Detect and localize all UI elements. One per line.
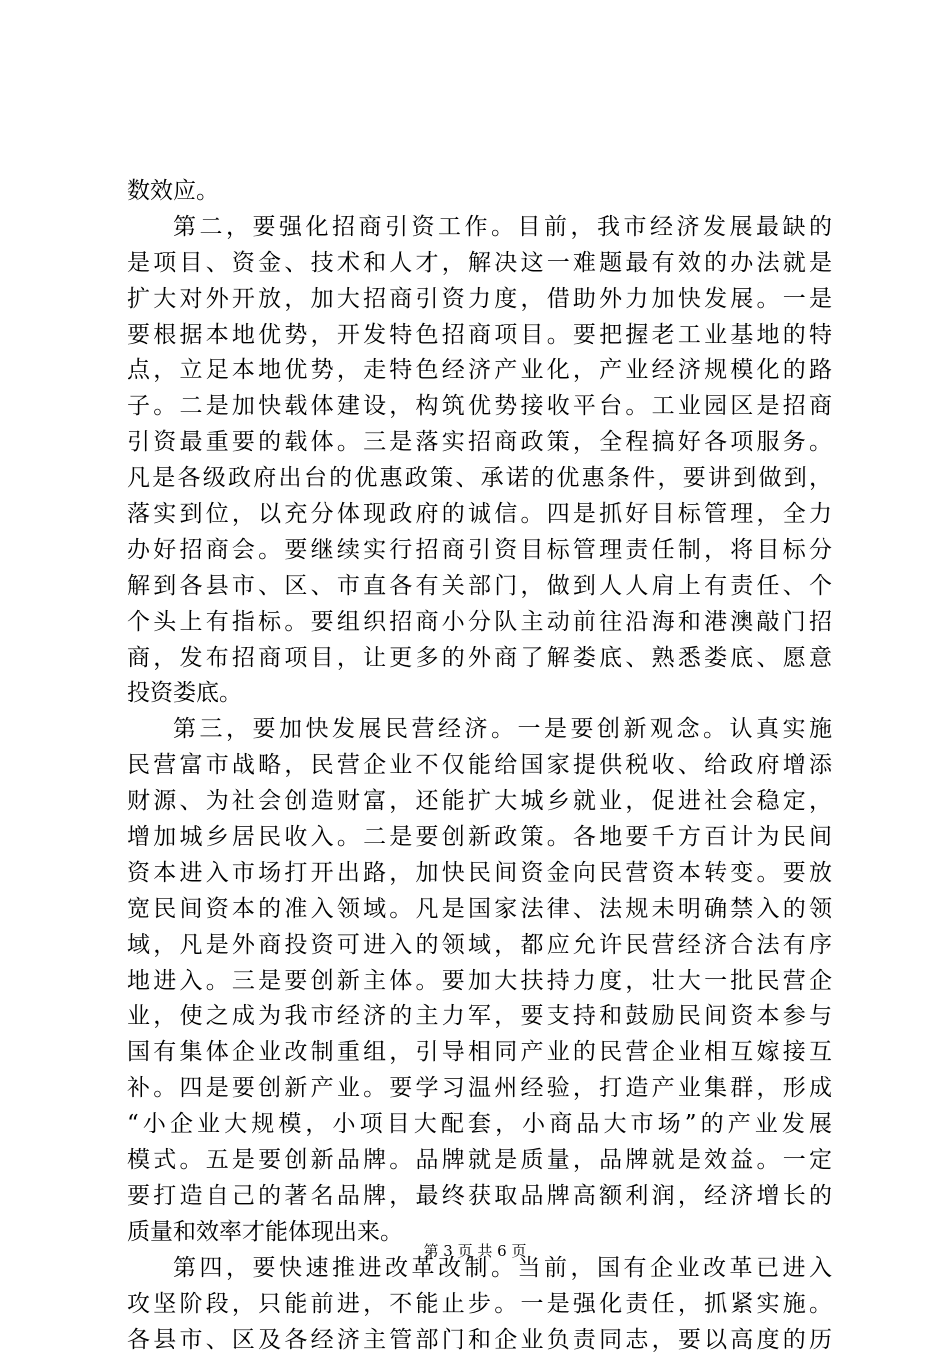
text-line: 解到各县市、区、市直各有关部门，做到人人肩上有责任、个 (127, 569, 832, 605)
text-line: 扩大对外开放，加大招商引资力度，借助外力加快发展。一是 (127, 282, 832, 318)
text-line: 点，立足本地优势，走特色经济产业化，产业经济规模化的路 (127, 353, 832, 389)
text-line: 数效应。 (127, 174, 832, 210)
text-line: 宽民间资本的准入领域。凡是国家法律、法规未明确禁入的领 (127, 892, 832, 928)
text-line: 域，凡是外商投资可进入的领域，都应允许民营经济合法有序 (127, 928, 832, 964)
text-line: 落实到位，以充分体现政府的诚信。四是抓好目标管理，全力 (127, 497, 832, 533)
text-line: 地进入。三是要创新主体。要加大扶持力度，壮大一批民营企 (127, 964, 832, 1000)
text-line: 第三，要加快发展民营经济。一是要创新观念。认真实施 (127, 712, 832, 748)
text-line: 办好招商会。要继续实行招商引资目标管理责任制，将目标分 (127, 533, 832, 569)
text-line: 增加城乡居民收入。二是要创新政策。各地要千方百计为民间 (127, 820, 832, 856)
text-line: 业，使之成为我市经济的主力军，要支持和鼓励民间资本参与 (127, 999, 832, 1035)
text-line: 引资最重要的载体。三是落实招商政策，全程搞好各项服务。 (127, 425, 832, 461)
text-line: 国有集体企业改制重组，引导相同产业的民营企业相互嫁接互 (127, 1035, 832, 1071)
text-line: 补。四是要创新产业。要学习温州经验，打造产业集群，形成 (127, 1071, 832, 1107)
text-line: 质量和效率才能体现出来。 (127, 1215, 832, 1251)
text-line: 要打造自己的著名品牌，最终获取品牌高额利润，经济增长的 (127, 1179, 832, 1215)
text-line: 财源、为社会创造财富，还能扩大城乡就业，促进社会稳定， (127, 784, 832, 820)
text-line: 子。二是加快载体建设，构筑优势接收平台。工业园区是招商 (127, 389, 832, 425)
text-line: 第四，要快速推进改革改制。当前，国有企业改革已进入 (127, 1251, 832, 1287)
text-line: 资本进入市场打开出路，加快民间资金向民营资本转变。要放 (127, 856, 832, 892)
text-line: “小企业大规模，小项目大配套，小商品大市场”的产业发展 (127, 1107, 832, 1143)
text-line: 模式。五是要创新品牌。品牌就是质量，品牌就是效益。一定 (127, 1143, 832, 1179)
text-line: 商，发布招商项目，让更多的外商了解娄底、熟悉娄底、愿意 (127, 641, 832, 677)
text-line: 个头上有指标。要组织招商小分队主动前往沿海和港澳敲门招 (127, 605, 832, 641)
text-line: 凡是各级政府出台的优惠政策、承诺的优惠条件，要讲到做到， (127, 461, 832, 497)
text-line: 第二，要强化招商引资工作。目前，我市经济发展最缺的 (127, 210, 832, 246)
text-line: 投资娄底。 (127, 676, 832, 712)
text-line: 攻坚阶段，只能前进，不能止步。一是强化责任，抓紧实施。 (127, 1287, 832, 1323)
text-line: 各县市、区及各经济主管部门和企业负责同志，要以高度的历 (127, 1323, 832, 1358)
text-line: 民营富市战略，民营企业不仅能给国家提供税收、给政府增添 (127, 748, 832, 784)
text-line: 是项目、资金、技术和人才，解决这一难题最有效的办法就是 (127, 246, 832, 282)
text-line: 要根据本地优势，开发特色招商项目。要把握老工业基地的特 (127, 318, 832, 354)
body-text (127, 174, 832, 1358)
page-footer: 第 3 页 共 6 页 (0, 1241, 950, 1261)
